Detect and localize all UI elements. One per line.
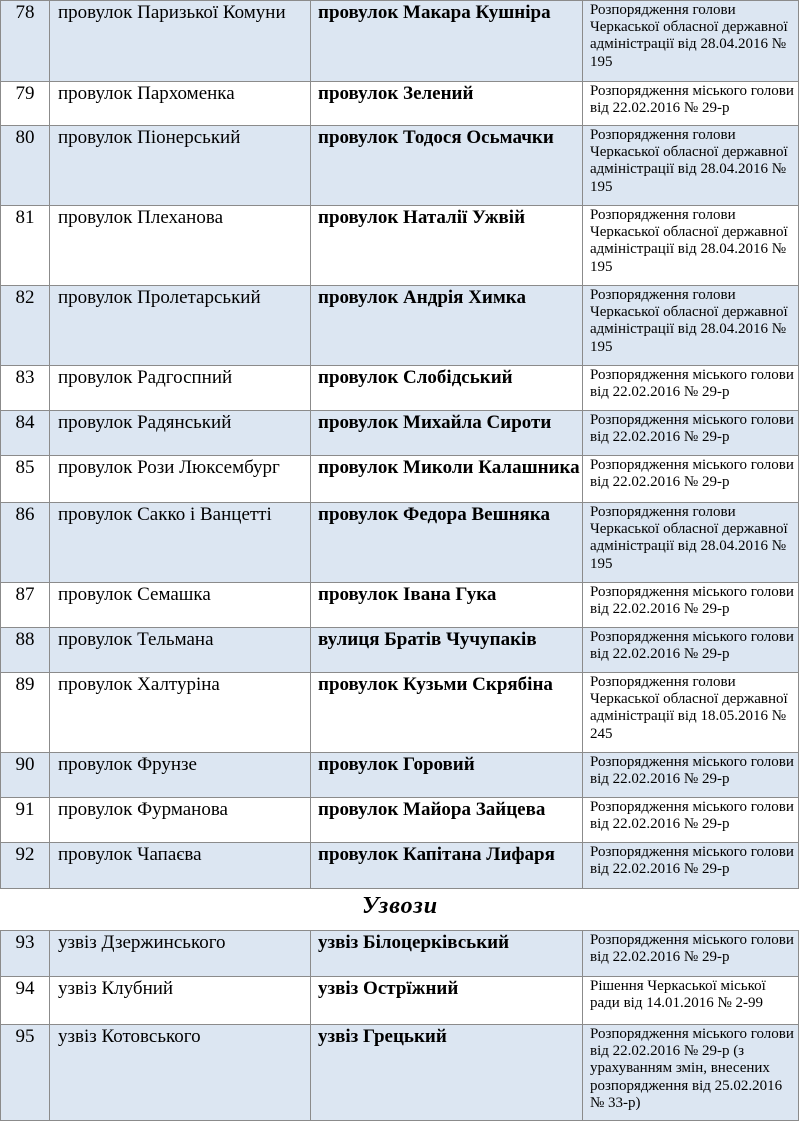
legal-basis: Рішення Черкаської міської ради від 14.01.2016 № 2-99 bbox=[583, 977, 799, 1025]
legal-basis: Розпорядження міського голови від 22.02.2016 № 29-р bbox=[583, 583, 799, 628]
legal-basis: Розпорядження міського голови від 22.02.2016 № 29-р bbox=[583, 82, 799, 126]
legal-basis: Розпорядження міського голови від 22.02.2016 № 29-р bbox=[583, 366, 799, 411]
new-name: узвіз Грецький bbox=[311, 1025, 583, 1121]
table-row bbox=[1, 798, 799, 843]
new-name: узвіз Білоцерківський bbox=[311, 931, 583, 977]
legal-basis: Розпорядження голови Черкаської обласної державної адміністрації від 18.05.2016 № 245 bbox=[583, 673, 799, 753]
old-name: узвіз Котовського bbox=[50, 1025, 311, 1121]
row-number: 82 bbox=[1, 286, 50, 366]
new-name: узвіз Острїжний bbox=[311, 977, 583, 1025]
row-number: 85 bbox=[1, 456, 50, 503]
old-name: провулок Радянський bbox=[50, 411, 311, 456]
legal-basis: Розпорядження голови Черкаської обласної державної адміністрації від 28.04.2016 № 195 bbox=[583, 503, 799, 583]
new-name: провулок Кузьми Скрябіна bbox=[311, 673, 583, 753]
table-row bbox=[1, 843, 799, 889]
new-name: провулок Наталії Ужвій bbox=[311, 206, 583, 286]
descents-table bbox=[0, 930, 799, 1121]
row-number: 95 bbox=[1, 1025, 50, 1121]
row-number: 87 bbox=[1, 583, 50, 628]
old-name: провулок Пархоменка bbox=[50, 82, 311, 126]
new-name: провулок Горовий bbox=[311, 753, 583, 798]
table-row bbox=[1, 583, 799, 628]
row-number: 86 bbox=[1, 503, 50, 583]
row-number: 91 bbox=[1, 798, 50, 843]
old-name: провулок Піонерський bbox=[50, 126, 311, 206]
table-row bbox=[1, 503, 799, 583]
row-number: 90 bbox=[1, 753, 50, 798]
old-name: провулок Радгоспний bbox=[50, 366, 311, 411]
row-number: 92 bbox=[1, 843, 50, 889]
new-name: провулок Миколи Калашника bbox=[311, 456, 583, 503]
legal-basis: Розпорядження голови Черкаської обласної державної адміністрації від 28.04.2016 № 195 bbox=[583, 206, 799, 286]
row-number: 94 bbox=[1, 977, 50, 1025]
table-row bbox=[1, 82, 799, 126]
legal-basis: Розпорядження голови Черкаської обласної державної адміністрації від 28.04.2016 № 195 bbox=[583, 286, 799, 366]
new-name: провулок Федора Вешняка bbox=[311, 503, 583, 583]
legal-basis: Розпорядження голови Черкаської обласної державної адміністрації від 28.04.2016 № 195 bbox=[583, 1, 799, 82]
old-name: узвіз Клубний bbox=[50, 977, 311, 1025]
row-number: 83 bbox=[1, 366, 50, 411]
new-name: провулок Слобідський bbox=[311, 366, 583, 411]
old-name: провулок Пролетарський bbox=[50, 286, 311, 366]
row-number: 78 bbox=[1, 1, 50, 82]
new-name: провулок Майора Зайцева bbox=[311, 798, 583, 843]
row-number: 89 bbox=[1, 673, 50, 753]
legal-basis: Розпорядження міського голови від 22.02.2016 № 29-р bbox=[583, 798, 799, 843]
new-name: провулок Михайла Сироти bbox=[311, 411, 583, 456]
table-row bbox=[1, 1, 799, 82]
row-number: 80 bbox=[1, 126, 50, 206]
legal-basis: Розпорядження міського голови від 22.02.2016 № 29-р bbox=[583, 843, 799, 889]
legal-basis: Розпорядження міського голови від 22.02.2016 № 29-р bbox=[583, 753, 799, 798]
legal-basis: Розпорядження міського голови від 22.02.2016 № 29-р bbox=[583, 456, 799, 503]
legal-basis: Розпорядження міського голови від 22.02.2016 № 29-р bbox=[583, 411, 799, 456]
old-name: провулок Паризької Комуни bbox=[50, 1, 311, 82]
old-name: провулок Сакко і Ванцетті bbox=[50, 503, 311, 583]
new-name: провулок Макара Кушніра bbox=[311, 1, 583, 82]
table-row bbox=[1, 673, 799, 753]
legal-basis: Розпорядження міського голови від 22.02.2016 № 29-р bbox=[583, 628, 799, 673]
old-name: провулок Фрунзе bbox=[50, 753, 311, 798]
new-name: провулок Тодося Осьмачки bbox=[311, 126, 583, 206]
row-number: 88 bbox=[1, 628, 50, 673]
old-name: провулок Халтуріна bbox=[50, 673, 311, 753]
row-number: 84 bbox=[1, 411, 50, 456]
old-name: провулок Плеханова bbox=[50, 206, 311, 286]
row-number: 81 bbox=[1, 206, 50, 286]
legal-basis: Розпорядження міського голови від 22.02.2016 № 29-р bbox=[583, 931, 799, 977]
table-row bbox=[1, 753, 799, 798]
table-row bbox=[1, 628, 799, 673]
table-row bbox=[1, 286, 799, 366]
old-name: узвіз Дзержинського bbox=[50, 931, 311, 977]
old-name: провулок Рози Люксембург bbox=[50, 456, 311, 503]
new-name: провулок Андрія Химка bbox=[311, 286, 583, 366]
table-row bbox=[1, 411, 799, 456]
new-name: провулок Івана Гука bbox=[311, 583, 583, 628]
new-name: провулок Капітана Лифаря bbox=[311, 843, 583, 889]
old-name: провулок Чапаєва bbox=[50, 843, 311, 889]
table-row bbox=[1, 977, 799, 1025]
table-row bbox=[1, 366, 799, 411]
row-number: 79 bbox=[1, 82, 50, 126]
row-number: 93 bbox=[1, 931, 50, 977]
legal-basis: Розпорядження голови Черкаської обласної державної адміністрації від 28.04.2016 № 195 bbox=[583, 126, 799, 206]
legal-basis: Розпорядження міського голови від 22.02.2016 № 29-р (з урахуванням змін, внесених розпорядження від 25.02.2016 № 33-р) bbox=[583, 1025, 799, 1121]
section-title: Узвози bbox=[361, 893, 439, 919]
old-name: провулок Тельмана bbox=[50, 628, 311, 673]
table-row bbox=[1, 1025, 799, 1121]
table-row bbox=[1, 206, 799, 286]
table-row bbox=[1, 126, 799, 206]
old-name: провулок Фурманова bbox=[50, 798, 311, 843]
table-row bbox=[1, 456, 799, 503]
new-name: провулок Зелений bbox=[311, 82, 583, 126]
old-name: провулок Семашка bbox=[50, 583, 311, 628]
table-row bbox=[1, 931, 799, 977]
new-name: вулиця Братів Чучупаків bbox=[311, 628, 583, 673]
